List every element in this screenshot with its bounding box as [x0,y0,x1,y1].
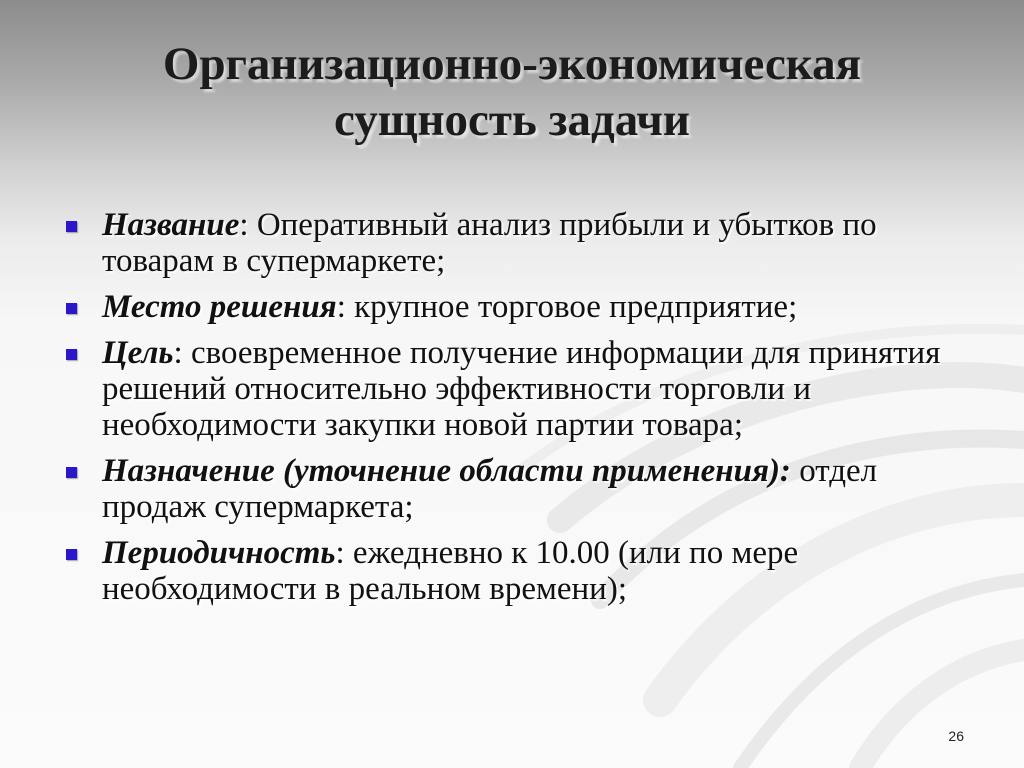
bullet-term: Место решения [102,289,337,325]
bullet-term: Назначение (уточнение области применения): [102,453,791,489]
bullet-text: отдел продаж супермаркета; [102,453,878,525]
bullet-item-purpose [62,453,962,525]
square-bullet-icon [66,549,77,560]
bullet-colon: : [336,289,346,325]
bullet-text: ежедневно к 10.00 (или по мере необходимости в реальном времени); [102,535,799,607]
bullet-term: Цель [102,335,174,371]
slide-title-line: Организационно-экономическая [162,38,862,90]
square-bullet-icon [66,303,77,314]
bullet-colon: : [239,207,249,243]
bullet-text: Оперативный анализ прибыли и убытков по товарам в супермаркете; [102,207,877,279]
bullet-item-name [62,207,962,279]
bullet-text: крупное торговое предприятие; [345,289,798,325]
square-bullet-icon [66,221,77,232]
bullet-item-place [62,289,962,325]
bullet-text: своевременное получение информации для принятия решений относительно эффективности торговли и необходимости закупки новой партии товара; [102,335,941,443]
square-bullet-icon [66,349,77,360]
slide-page-number: 26 [948,728,964,744]
bullet-term: Название [102,207,240,243]
square-bullet-icon [66,467,77,478]
bullet-item-goal [62,335,962,443]
bullet-colon: : [335,535,345,571]
slide-title-line: сущность задачи [334,94,690,146]
bullet-term: Периодичность [102,535,336,571]
slide-title [40,36,984,148]
bullet-item-frequency [62,535,962,607]
bullet-colon: : [173,335,183,371]
bullet-list [62,207,962,617]
